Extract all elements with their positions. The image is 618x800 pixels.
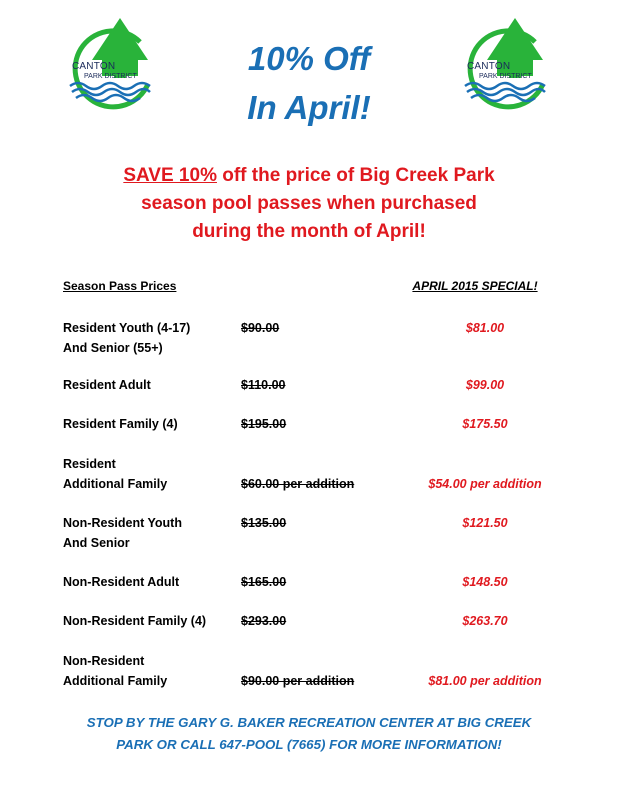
promo-line-2: season pool passes when purchased <box>141 193 477 214</box>
headline-line-1: 10% Off <box>247 40 371 77</box>
special-price: $148.50 <box>462 575 508 589</box>
label-line-1: Resident <box>63 457 116 471</box>
original-price: $195.00 <box>241 417 287 431</box>
label-line-1: Non-Resident Adult <box>63 575 180 589</box>
price-row-label <box>63 513 233 553</box>
label-line-1: Non-Resident <box>63 654 145 668</box>
original-price: $135.00 <box>241 516 287 530</box>
promo-line-1 <box>0 162 618 190</box>
promo-description <box>0 162 618 246</box>
special-price: $81.00 per addition <box>428 674 542 688</box>
footer-line-2: PARK OR CALL 647-POOL (7665) FOR MORE INFORMATION! <box>116 737 502 752</box>
price-row-label <box>63 651 233 691</box>
original-price: $293.00 <box>241 614 287 628</box>
label-line-1: Non-Resident Youth <box>63 516 182 530</box>
logo-name-text: CANTON <box>72 61 116 72</box>
logo-subtitle-text: PARK DISTRICT <box>84 73 137 80</box>
special-price: $81.00 <box>465 321 505 335</box>
headline <box>0 34 618 132</box>
price-row-label <box>63 414 233 434</box>
label-line-1: Resident Adult <box>63 378 151 392</box>
april-special-header: APRIL 2015 SPECIAL! <box>412 279 538 293</box>
original-price: $90.00 <box>241 321 280 335</box>
special-price: $263.70 <box>462 614 508 628</box>
special-price: $99.00 <box>465 378 505 392</box>
original-price: $165.00 <box>241 575 287 589</box>
promo-line-3: during the month of April! <box>192 221 426 242</box>
original-price: $90.00 per addition <box>241 674 355 688</box>
label-line-2: Additional Family <box>63 674 168 688</box>
footer-line-1: STOP BY THE GARY G. BAKER RECREATION CENTER AT BIG CREEK <box>86 715 532 730</box>
price-row-label <box>63 611 233 631</box>
promo-line-1-rest: off the price of Big Creek Park <box>216 165 495 186</box>
price-row-label <box>63 318 233 358</box>
save-emphasis: SAVE 10% <box>123 165 217 186</box>
footer-info <box>0 712 618 756</box>
original-price: $110.00 <box>241 378 286 392</box>
label-line-2: And Senior (55+) <box>63 341 163 355</box>
price-row-label <box>63 375 233 395</box>
special-price: $121.50 <box>462 516 508 530</box>
price-row-label <box>63 572 233 592</box>
season-pass-prices-header: Season Pass Prices <box>63 279 177 293</box>
headline-line-2: In April! <box>247 89 371 126</box>
label-line-2: And Senior <box>63 536 130 550</box>
special-price: $54.00 per addition <box>428 477 542 491</box>
label-line-1: Resident Family (4) <box>63 417 178 431</box>
label-line-1: Resident Youth (4-17) <box>63 321 191 335</box>
original-price: $60.00 per addition <box>241 477 355 491</box>
price-row-label <box>63 454 233 494</box>
logo-name-text: CANTON <box>467 61 511 72</box>
special-price: $175.50 <box>462 417 508 431</box>
logo-subtitle-text: PARK DISTRICT <box>479 73 532 80</box>
label-line-2: Additional Family <box>63 477 168 491</box>
label-line-1: Non-Resident Family (4) <box>63 614 207 628</box>
